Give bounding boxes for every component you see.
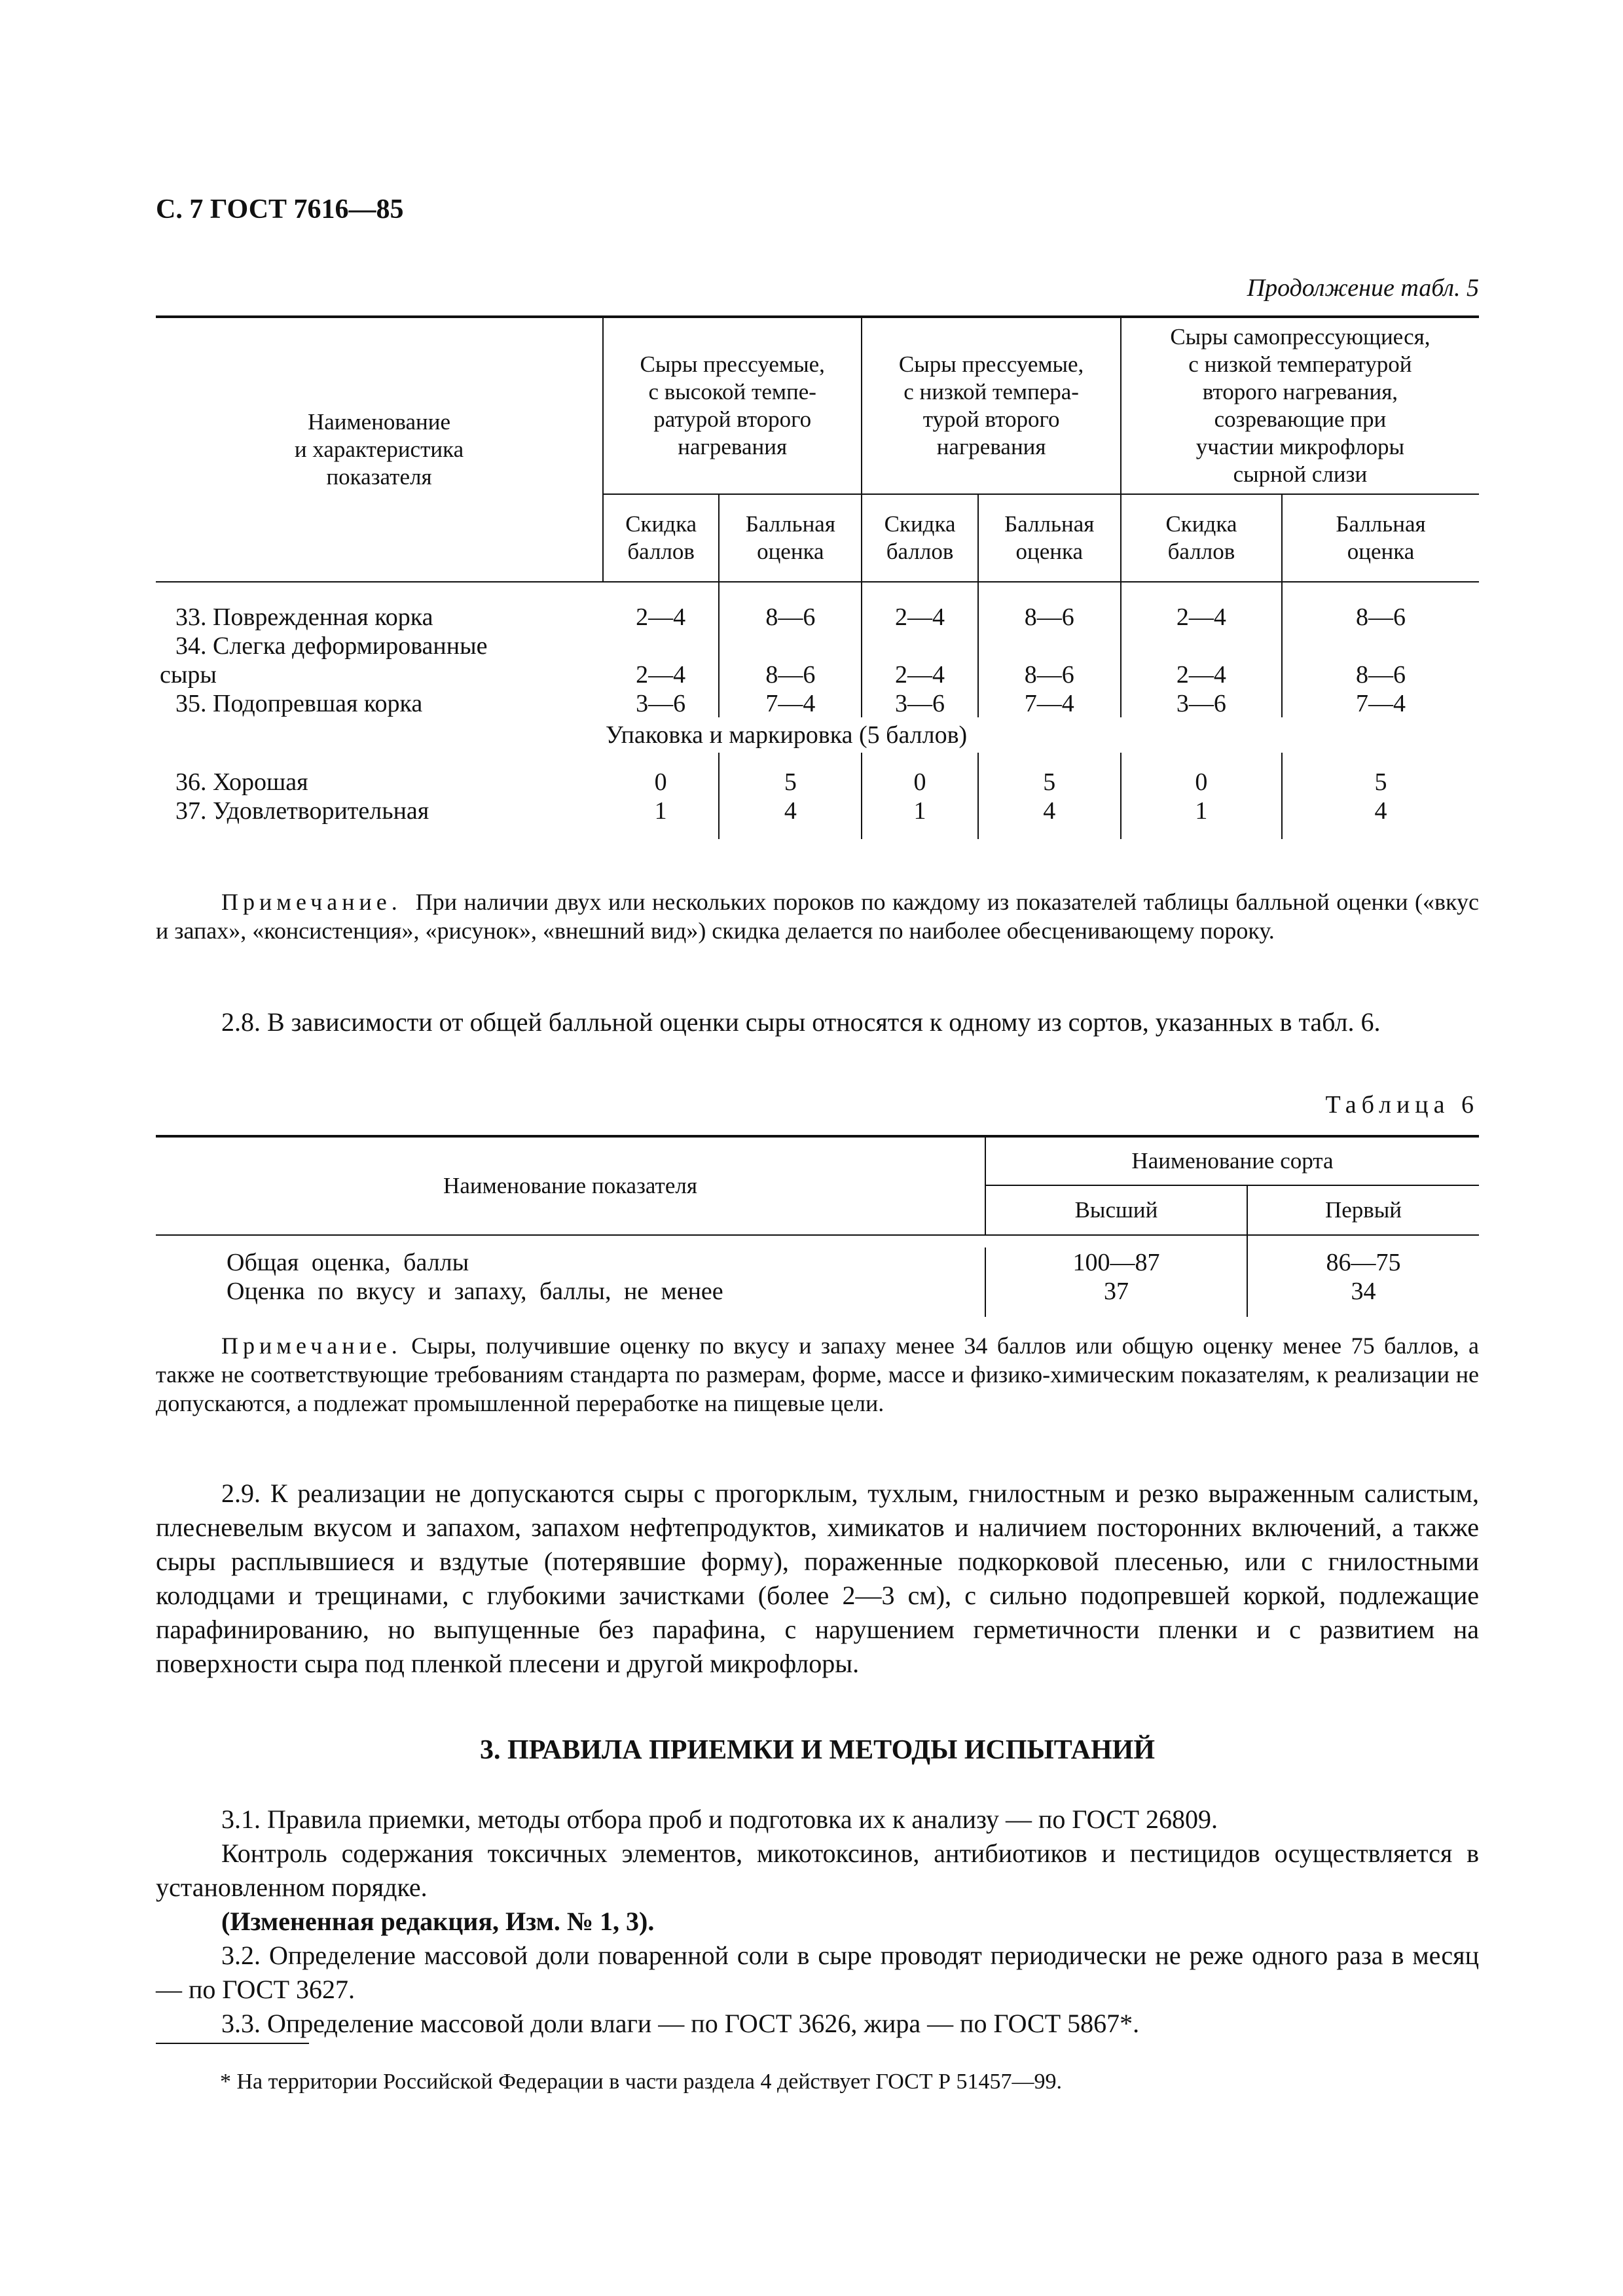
table-row: Оценка по вкусу и запаху, баллы, не менее 37 34 (227, 1278, 1376, 1305)
t6-sort-highest: Высший (985, 1185, 1247, 1235)
section-3-title: 3. ПРАВИЛА ПРИЕМКИ И МЕТОДЫ ИСПЫТАНИЙ (479, 1735, 1156, 1765)
table-6 (156, 1135, 1479, 1317)
table-row: Общая оценка, баллы 100—87 86—75 (227, 1249, 1401, 1276)
amended-note: (Измененная редакция, Изм. № 1, 3). (221, 1907, 655, 1936)
t5-group-low-temp: Сыры прессуемые, с низкой темпера- турой второго нагревания (862, 317, 1120, 494)
note-text: Сыры, получившие оценку по вкусу и запаху менее 34 баллов или общую оценку менее 75 баллов, а также не соответствующие требованиям стандарта по размерам, форме, массе и физико-химическим показателям, к реализации не допускаются, а подлежат промышленной переработке на пищевые цели. (156, 1333, 1480, 1416)
t5-subhead-discount: Скидка баллов (862, 494, 977, 582)
t5-subhead-score: Балльная оценка (978, 494, 1121, 582)
page-header: С. 7 ГОСТ 7616—85 (156, 194, 404, 224)
t5-subhead-discount: Скидка баллов (1121, 494, 1282, 582)
t5-group-high-temp: Сыры прессуемые, с высокой темпе- ратурой второго нагревания (603, 317, 862, 494)
table6-note (156, 1331, 1479, 1418)
t6-sort-first: Первый (1247, 1185, 1479, 1235)
t6-col-indicator: Наименование показателя (156, 1136, 985, 1235)
table-row: 37. Удовлетворительная 1 4 1 4 1 4 (175, 797, 1387, 825)
note-text: При наличии двух или нескольких пороков по каждому из показателей таблицы балльной оценки («вкус и запах», «консистенция», «рисунок», «внешний вид») скидка делается по наиболее обесценивающему пороку. (156, 889, 1480, 944)
table-row: 34. Слегка деформированные (156, 631, 1479, 660)
table-row: 35. Подопревшая корка 3—6 7—4 3—6 7—4 3—6 7—4 (175, 690, 1406, 717)
table-section-row (156, 717, 1479, 753)
table-row: 36. Хорошая 0 5 0 5 0 5 (175, 768, 1387, 796)
t5-group-self-pressing: Сыры самопрессующиеся, с низкой температурой второго нагревания, созревающие при участии микрофлоры сырной слизи (1121, 317, 1479, 494)
table5-continuation-label: Продолжение табл. 5 (1247, 274, 1479, 302)
t5-section-packaging: Упаковка и маркировка (5 баллов) (606, 721, 968, 749)
footnote-divider (156, 2043, 309, 2044)
paragraph-3-1: 3.1. Правила приемки, методы отбора проб и подготовка их к анализу — по ГОСТ 26809. (221, 1804, 1218, 1834)
footnote: * На территории Российской Федерации в части раздела 4 действует ГОСТ Р 51457—99. (220, 2070, 1063, 2094)
note-prefix: Примечание. (221, 889, 402, 915)
t5-col-indicator: Наименование и характеристика показателя (156, 317, 603, 582)
t6-col-sort: Наименование сорта (985, 1136, 1479, 1185)
table5-note (156, 888, 1479, 945)
table-row: 33. Поврежденная корка 2—4 8—6 2—4 8—6 2—4 8—6 (175, 603, 1406, 631)
note-prefix: Примечание. (221, 1333, 402, 1359)
table6-label: Таблица 6 (1325, 1091, 1479, 1119)
paragraph-3-2: 3.2. Определение массовой доли поваренной соли в сыре проводят периодически не реже одного раза в месяц — по ГОСТ 3627. (156, 1941, 1479, 2004)
paragraph-2-9: 2.9. К реализации не допускаются сыры с прогорклым, тухлым, гнилостным и резко выраженным салистым, плесневелым вкусом и запахом, запахом нефтепродуктов, химикатов и наличием посторонних включений, а также сыры расплывшиеся и вздутые (потерявшие форму), пораженные подкорковой плесенью, или с гнилостными колодцами и трещинами, с глубокими зачистками (более 2—3 см), с сильно подопревшей коркой, подлежащие парафинированию, но выпущенные без парафина, с нарушением герметичности пленки и с развитием на поверхности сыра под пленкой плесени и другой микрофлоры. (156, 1479, 1479, 1678)
table-row: сыры 2—4 8—6 2—4 8—6 2—4 8—6 (160, 661, 1406, 689)
t5-subhead-score: Балльная оценка (719, 494, 862, 582)
paragraph-3-3: 3.3. Определение массовой доли влаги — по ГОСТ 3626, жира — по ГОСТ 5867*. (221, 2009, 1140, 2038)
table-5 (156, 315, 1479, 839)
paragraph-2-8: 2.8. В зависимости от общей балльной оценки сыры относятся к одному из сортов, указанных в табл. 6. (221, 1007, 1381, 1037)
paragraph-3-1b: Контроль содержания токсичных элементов, микотоксинов, антибиотиков и пестицидов осуществляется в установленном порядке. (156, 1839, 1479, 1902)
t5-subhead-score: Балльная оценка (1282, 494, 1479, 582)
t5-subhead-discount: Скидка баллов (603, 494, 719, 582)
